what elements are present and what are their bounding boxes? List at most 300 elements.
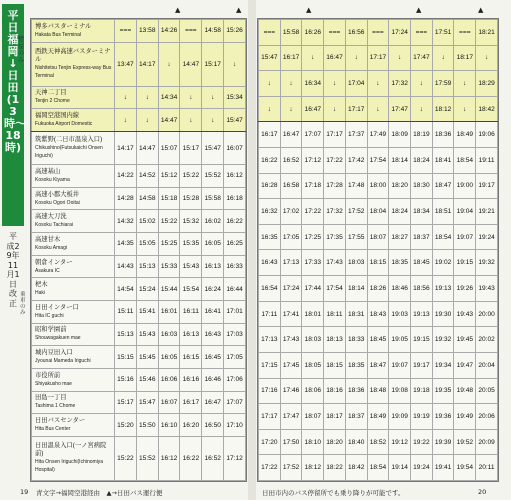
departure-time: 17:28 (324, 173, 346, 199)
departure-time: 18:04 (367, 199, 389, 225)
stop-name-en: Fukuoka Airport Domestic (35, 121, 93, 128)
departure-time: 18:37 (411, 224, 433, 250)
revision-date: 平成29年11月1日改正 (6, 232, 20, 308)
stop-name-jp: 高速大刀洗 (35, 213, 67, 221)
departure-time: 19:47 (454, 352, 476, 378)
departure-time: 17:24 (389, 20, 411, 46)
departure-time: 16:26 (302, 20, 324, 46)
departure-time: 16:52 (280, 148, 302, 174)
departure-time: ↓ (324, 71, 346, 97)
departure-time: 19:45 (454, 327, 476, 353)
stop-name (32, 187, 115, 210)
stop-name-jp: 高速甘木 (35, 235, 61, 243)
departure-time: 17:46 (280, 378, 302, 404)
departure-time: 20:09 (476, 429, 498, 455)
departure-time: === (180, 20, 202, 43)
departure-time: 18:47 (367, 352, 389, 378)
departure-time: 16:45 (202, 346, 224, 369)
stop-name-en: Hita IC guchi (35, 312, 64, 319)
departure-time: 17:12 (224, 436, 246, 480)
departure-time: === (259, 20, 281, 46)
departure-time: 15:44 (158, 278, 180, 301)
timetable-row (259, 224, 498, 250)
departure-time: 17:54 (367, 148, 389, 174)
departure-time: 17:45 (280, 352, 302, 378)
departure-time: 18:07 (367, 224, 389, 250)
departure-time: 16:22 (180, 436, 202, 480)
departure-time: 15:32 (180, 210, 202, 233)
departure-time: 16:02 (202, 210, 224, 233)
departure-time: 17:43 (324, 250, 346, 276)
stop-name-en: Haki (35, 290, 46, 297)
timetable-row (259, 455, 498, 481)
departure-time: 18:42 (345, 455, 367, 481)
departure-time: 17:59 (432, 71, 454, 97)
departure-time: 19:17 (476, 173, 498, 199)
departure-time: 18:41 (432, 148, 454, 174)
departure-time: 15:16 (115, 368, 137, 391)
departure-time: 15:20 (115, 414, 137, 437)
page-number-right: 20 (478, 488, 487, 496)
departure-time: 16:11 (180, 301, 202, 324)
departure-time: 19:13 (432, 276, 454, 302)
departure-time: 18:14 (389, 148, 411, 174)
timetable-row (259, 199, 498, 225)
departure-time: 15:50 (136, 414, 158, 437)
departure-time: 17:48 (345, 173, 367, 199)
stop-name-jp: 筑紫野(二日市温泉入口) (35, 136, 103, 144)
departure-time: 18:52 (367, 429, 389, 455)
departure-time: 15:07 (158, 131, 180, 164)
departure-time: 17:15 (259, 352, 281, 378)
timetable-row (32, 301, 246, 324)
departure-time: ↓ (367, 71, 389, 97)
departure-time: 19:02 (432, 250, 454, 276)
departure-time: ↓ (280, 96, 302, 122)
departure-time: 15:43 (136, 323, 158, 346)
departure-time: 17:41 (280, 301, 302, 327)
page-number-left: 19 (20, 488, 29, 496)
departure-time: 16:47 (324, 45, 346, 71)
departure-time: 16:50 (202, 414, 224, 437)
departure-time: 18:15 (367, 250, 389, 276)
right-timetable-page (257, 18, 499, 482)
departure-time: 16:47 (302, 96, 324, 122)
stop-name (32, 368, 115, 391)
stop-name-en: Shouwagakuen mae (35, 335, 81, 342)
departure-time: 18:31 (345, 301, 367, 327)
departure-time: 19:05 (389, 327, 411, 353)
departure-time: 14:47 (180, 42, 202, 86)
departure-time: 16:56 (345, 20, 367, 46)
departure-time: 17:05 (280, 224, 302, 250)
departure-time: 15:05 (136, 233, 158, 256)
stop-name (32, 301, 115, 324)
timetable-row (259, 173, 498, 199)
departure-time: ↓ (180, 86, 202, 109)
stop-name-jp: 杷木 (35, 281, 48, 289)
departure-time: 17:35 (324, 224, 346, 250)
departure-time: ↓ (115, 86, 137, 109)
departure-time: 16:43 (259, 250, 281, 276)
departure-time: 18:37 (345, 404, 367, 430)
departure-time: 18:17 (324, 404, 346, 430)
departure-time: 15:26 (224, 20, 246, 43)
departure-time: 18:15 (324, 352, 346, 378)
departure-time: 17:13 (259, 327, 281, 353)
departure-time: 18:36 (345, 378, 367, 404)
departure-time: 16:28 (259, 173, 281, 199)
departure-time: 14:26 (158, 20, 180, 43)
departure-time: 16:52 (202, 436, 224, 480)
departure-time: 16:16 (180, 368, 202, 391)
marker-icon: ▲ (416, 6, 422, 14)
departure-time: 19:07 (389, 352, 411, 378)
departure-time: 18:11 (324, 301, 346, 327)
stop-name (32, 391, 115, 414)
left-timetable-page (30, 18, 247, 482)
departure-time: 19:36 (432, 404, 454, 430)
timetable-row (259, 404, 498, 430)
departure-time: 18:12 (302, 455, 324, 481)
departure-time: 14:58 (136, 187, 158, 210)
departure-time: 19:35 (432, 378, 454, 404)
departure-time: 19:39 (432, 429, 454, 455)
departure-time: 15:12 (158, 165, 180, 188)
departure-time: 19:03 (389, 301, 411, 327)
departure-time: 18:30 (411, 173, 433, 199)
departure-time: 19:21 (476, 199, 498, 225)
departure-time: ↓ (389, 45, 411, 71)
departure-time: 19:30 (432, 301, 454, 327)
departure-time: 17:47 (280, 404, 302, 430)
timetable-row (32, 210, 246, 233)
departure-time: 15:24 (136, 278, 158, 301)
departure-time: 17:51 (432, 20, 454, 46)
stop-name (32, 165, 115, 188)
departure-time: 18:13 (324, 327, 346, 353)
departure-time: ↓ (158, 42, 180, 86)
timetable-row (259, 45, 498, 71)
departure-time: 17:11 (259, 301, 281, 327)
boarding-note-2: 乗車のみ (20, 292, 26, 316)
departure-time: 16:34 (302, 71, 324, 97)
departure-time: 17:37 (345, 122, 367, 148)
departure-time: 17:17 (345, 96, 367, 122)
departure-time: 17:49 (367, 122, 389, 148)
stop-name (32, 86, 115, 109)
departure-time: 15:17 (115, 391, 137, 414)
departure-time: 15:41 (136, 301, 158, 324)
departure-time: 17:01 (224, 301, 246, 324)
timetable-row (32, 86, 246, 109)
departure-time: 16:25 (224, 233, 246, 256)
timetable-row (259, 71, 498, 97)
departure-time: 20:11 (476, 455, 498, 481)
stop-name-en: Hita Onsen Iriguchi(Ichinomiya Hospital) (35, 459, 104, 474)
departure-time: 16:22 (259, 148, 281, 174)
timetable-row (32, 414, 246, 437)
departure-time: 16:17 (259, 122, 281, 148)
departure-time: 16:13 (180, 323, 202, 346)
departure-time: 18:54 (454, 148, 476, 174)
departure-time: 19:08 (389, 378, 411, 404)
departure-time: 19:13 (411, 301, 433, 327)
departure-time: ↓ (476, 45, 498, 71)
stop-name-jp: 朝倉インター (35, 258, 73, 266)
departure-time: 18:26 (367, 276, 389, 302)
departure-time: 18:42 (476, 96, 498, 122)
departure-time: 19:06 (476, 122, 498, 148)
departure-time: 19:00 (454, 173, 476, 199)
departure-time: === (115, 20, 137, 43)
sidebar (0, 0, 28, 500)
departure-time: ↓ (280, 71, 302, 97)
departure-time: 17:32 (389, 71, 411, 97)
departure-time: 16:07 (158, 391, 180, 414)
departure-time: 14:52 (136, 165, 158, 188)
stop-name (32, 346, 115, 369)
stop-name (32, 278, 115, 301)
departure-time: ↓ (202, 86, 224, 109)
departure-time: 17:05 (224, 346, 246, 369)
departure-time: 18:46 (389, 276, 411, 302)
marker-icon: ▲ (306, 6, 312, 14)
departure-time: ↓ (454, 96, 476, 122)
departure-time: 19:43 (476, 276, 498, 302)
departure-time: ↓ (302, 45, 324, 71)
departure-time: 18:20 (389, 173, 411, 199)
departure-time: 18:20 (324, 429, 346, 455)
departure-time: 16:01 (158, 301, 180, 324)
departure-time: 17:17 (367, 45, 389, 71)
departure-time: 17:25 (302, 224, 324, 250)
stop-name-en: Nishitetsu Tenjin Express-way Bus Terminal (35, 65, 112, 80)
stop-name (32, 255, 115, 278)
departure-time: === (411, 20, 433, 46)
stop-name-jp: 昭和学園前 (35, 326, 67, 334)
departure-time: 17:55 (345, 224, 367, 250)
departure-time: 17:47 (389, 96, 411, 122)
departure-time: 19:49 (454, 404, 476, 430)
departure-time: 16:20 (180, 414, 202, 437)
departure-time: 15:47 (224, 109, 246, 132)
departure-time: 19:17 (411, 352, 433, 378)
stop-name-en: Asakura IC (35, 267, 60, 274)
departure-time: 16:17 (280, 45, 302, 71)
departure-time: 16:43 (202, 323, 224, 346)
departure-time: 16:15 (180, 346, 202, 369)
timetable-row (259, 429, 498, 455)
departure-time: 15:46 (136, 368, 158, 391)
timetable-row (259, 276, 498, 302)
departure-time: ↓ (324, 96, 346, 122)
departure-time: 15:13 (136, 255, 158, 278)
departure-time: 15:54 (180, 278, 202, 301)
departure-time: 15:34 (224, 86, 246, 109)
departure-time: 18:24 (389, 199, 411, 225)
departure-time: 17:22 (324, 148, 346, 174)
departure-time: 16:46 (202, 368, 224, 391)
departure-time: ↓ (136, 109, 158, 132)
departure-time: 16:32 (259, 199, 281, 225)
departure-time: 18:35 (345, 352, 367, 378)
departure-time: 15:11 (115, 301, 137, 324)
timetable-row (259, 20, 498, 46)
departure-time: 18:14 (345, 276, 367, 302)
stop-name-en: Tenjin 2 Chome (35, 98, 70, 105)
departure-time: 17:54 (324, 276, 346, 302)
departure-time: 16:06 (158, 368, 180, 391)
departure-time: 15:58 (280, 20, 302, 46)
departure-time: 14:34 (158, 86, 180, 109)
departure-time: ↓ (136, 86, 158, 109)
stop-name-jp: 高速小郡大板井 (35, 190, 80, 198)
left-timetable (31, 19, 246, 481)
stop-name (32, 131, 115, 164)
timetable-row (32, 42, 246, 86)
departure-time: === (324, 20, 346, 46)
timetable-row (259, 122, 498, 148)
departure-time: 18:34 (411, 199, 433, 225)
departure-time: 18:40 (345, 429, 367, 455)
departure-time: 14:22 (115, 165, 137, 188)
departure-time: ↓ (259, 71, 281, 97)
stop-name-jp: 西鉄天神高速バスターミナル (35, 48, 111, 64)
timetable-row (32, 233, 246, 256)
stop-name-en: Kosoku Kiyama (35, 176, 70, 183)
stop-name-jp: 田島一丁目 (35, 394, 67, 402)
stop-name-en: Jyounai Mameda Iriguchi (35, 358, 91, 365)
departure-time: 18:19 (411, 122, 433, 148)
departure-time: 18:24 (411, 148, 433, 174)
departure-time: 19:07 (454, 224, 476, 250)
departure-time: 14:32 (115, 210, 137, 233)
departure-time: 19:52 (454, 429, 476, 455)
departure-time: 16:13 (202, 255, 224, 278)
stop-name-en: Hakata Bus Terminal (35, 31, 82, 38)
stop-name (32, 323, 115, 346)
departure-time: 14:17 (115, 131, 137, 164)
timetable-row (32, 278, 246, 301)
departure-time: 17:10 (224, 414, 246, 437)
departure-time: 17:03 (224, 323, 246, 346)
departure-time: 18:03 (302, 327, 324, 353)
departure-time: 17:17 (259, 404, 281, 430)
stop-name-jp: 日田温泉入口(一ノ宮病院前) (35, 442, 107, 458)
departure-time: 17:16 (259, 378, 281, 404)
departure-time: 18:36 (432, 122, 454, 148)
stop-name-jp: 市役所前 (35, 371, 61, 379)
stop-name (32, 436, 115, 480)
departure-time: 14:47 (136, 131, 158, 164)
timetable-row (259, 96, 498, 122)
stop-name-jp: 日田インター口 (35, 303, 79, 311)
departure-time: 15:43 (180, 255, 202, 278)
departure-time: 18:45 (411, 250, 433, 276)
departure-time: ↓ (259, 96, 281, 122)
departure-time: ↓ (411, 71, 433, 97)
departure-time: 19:15 (454, 250, 476, 276)
stop-name-en: Kosoku Tachiarai (35, 222, 73, 229)
departure-time: 15:58 (202, 187, 224, 210)
departure-time: 19:12 (389, 429, 411, 455)
departure-time: 15:17 (202, 42, 224, 86)
stop-name-en: Kosoku Amagi (35, 244, 67, 251)
departure-time: 18:12 (432, 96, 454, 122)
timetable-row (32, 187, 246, 210)
stop-name-jp: 日田バスセンター (35, 417, 86, 425)
stop-name (32, 109, 115, 132)
departure-time: 15:02 (136, 210, 158, 233)
departure-time: 15:22 (158, 210, 180, 233)
departure-time: ↓ (115, 109, 137, 132)
departure-time: 17:47 (411, 45, 433, 71)
departure-time: 20:05 (476, 378, 498, 404)
departure-time: 14:58 (202, 20, 224, 43)
marker-icon: ▲ (478, 6, 484, 14)
departure-time: ↓ (454, 71, 476, 97)
departure-time: 17:43 (280, 327, 302, 353)
departure-time: 20:04 (476, 352, 498, 378)
departure-time: 15:22 (115, 436, 137, 480)
departure-time: ↓ (345, 45, 367, 71)
departure-time: 17:22 (302, 199, 324, 225)
departure-time: 19:32 (476, 250, 498, 276)
departure-time: 19:15 (411, 327, 433, 353)
departure-time: 18:48 (367, 378, 389, 404)
stop-name-en: Kosoku Ogori Ooitai (35, 199, 80, 206)
departure-time: 18:27 (389, 224, 411, 250)
boarding-note: 糟屋のみ (18, 36, 25, 64)
departure-time: 15:45 (136, 346, 158, 369)
departure-time: 19:11 (476, 148, 498, 174)
departure-time: 18:05 (302, 352, 324, 378)
timetable-row (32, 131, 246, 164)
departure-time: 15:28 (180, 187, 202, 210)
departure-time: 17:06 (224, 368, 246, 391)
departure-time: 20:00 (476, 301, 498, 327)
right-timetable (258, 19, 498, 481)
departure-time: 18:43 (367, 301, 389, 327)
departure-time: 18:06 (302, 378, 324, 404)
stop-name (32, 210, 115, 233)
departure-time: 16:18 (224, 187, 246, 210)
departure-time: 18:49 (454, 122, 476, 148)
stop-name-en: Shiyakusho mae (35, 380, 72, 387)
departure-time: 20:02 (476, 327, 498, 353)
departure-time: === (454, 20, 476, 46)
departure-time: 19:48 (454, 378, 476, 404)
stop-name (32, 233, 115, 256)
departure-time: 19:22 (411, 429, 433, 455)
departure-time: 18:21 (476, 20, 498, 46)
departure-time: 15:47 (136, 391, 158, 414)
departure-time: 20:06 (476, 404, 498, 430)
departure-time: 18:22 (324, 455, 346, 481)
stop-name-jp: 高速基山 (35, 167, 61, 175)
timetable-row (32, 255, 246, 278)
stop-name-jp: 城内豆田入口 (35, 349, 73, 357)
departure-time: 17:13 (280, 250, 302, 276)
departure-time: 17:18 (302, 173, 324, 199)
departure-time: 18:03 (345, 250, 367, 276)
stop-name-jp: 博多バスターミナル (35, 22, 92, 30)
departure-time: 13:58 (136, 20, 158, 43)
departure-time: ↓ (202, 109, 224, 132)
departure-time: 18:29 (476, 71, 498, 97)
departure-time: 19:09 (389, 404, 411, 430)
